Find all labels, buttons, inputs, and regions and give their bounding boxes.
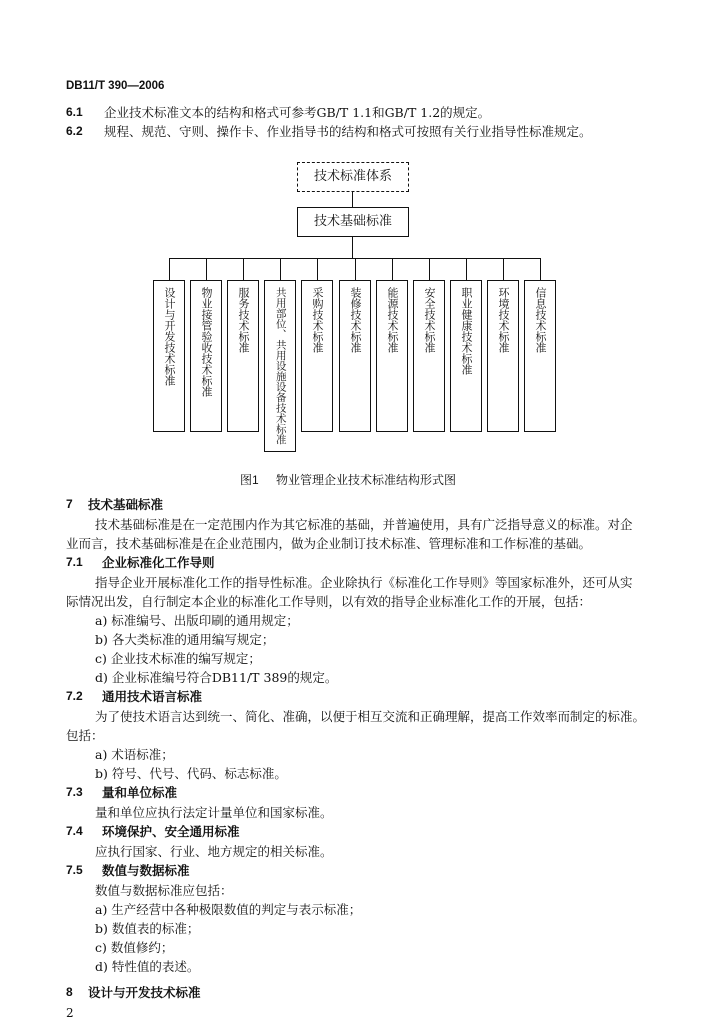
figure-caption-text: 物业管理企业技术标准结构形式图 <box>276 473 457 487</box>
list-item: a) 标准编号、出版印刷的通用规定； <box>95 613 299 628</box>
clause-title: 数值与数据标准 <box>102 863 190 878</box>
clause-title: 量和单位标准 <box>102 785 178 800</box>
list-item: c) 数值修约； <box>95 940 174 955</box>
branch-line <box>466 258 467 280</box>
paragraph-line: 应执行国家、行业、地方规定的相关标准。 <box>95 844 333 859</box>
leaf-label: 共用部位、共用设施设备技术标准 <box>274 287 287 445</box>
section-title: 技术基础标准 <box>88 497 164 512</box>
paragraph-line: 际情况出发，自行制定本企业的标准化工作导则，以有效的指导企业标准化工作的开展，包括： <box>66 594 592 609</box>
leaf-label: 服务技术标准 <box>237 287 250 353</box>
list-item: b) 数值表的标准； <box>95 921 200 936</box>
list-item: d) 企业标准编号符合DB11/T 389的规定。 <box>95 670 338 685</box>
connector-line <box>352 237 353 259</box>
leaf-label: 环境技术标准 <box>497 287 510 353</box>
paragraph-line: 业而言，技术基础标准是在企业范围内，做为企业制订技术标准、管理标准和工作标准的基础。 <box>66 536 592 551</box>
diagram-leaf-box <box>376 280 408 432</box>
clause-text: 规程、规范、守则、操作卡、作业指导书的结构和格式可按照有关行业指导性标准规定。 <box>104 124 592 139</box>
paragraph-line: 量和单位应执行法定计量单位和国家标准。 <box>95 805 333 820</box>
diagram-top-box: 技术标准体系 <box>297 162 409 192</box>
page-number: 2 <box>66 1006 74 1020</box>
branch-line <box>243 258 244 280</box>
section-number: 7 <box>66 497 73 511</box>
paragraph-line: 数值与数据标准应包括： <box>95 883 233 898</box>
clause-number: 7.5 <box>66 863 83 877</box>
diagram-leaf-box <box>190 280 222 432</box>
document-id: DB11/T 390—2006 <box>66 80 165 92</box>
diagram-leaf-box <box>153 280 185 432</box>
paragraph-line: 为了使技术语言达到统一、简化、准确，以便于相互交流和正确理解，提高工作效率而制定的标准。 <box>95 709 646 724</box>
list-item: a) 生产经营中各种极限数值的判定与表示标准； <box>95 902 362 917</box>
section-title: 设计与开发技术标准 <box>88 985 201 1000</box>
connector-line <box>352 192 353 207</box>
diagram-base-box: 技术基础标准 <box>297 207 409 237</box>
paragraph-line: 指导企业开展标准化工作的指导性标准。企业除执行《标准化工作导则》等国家标准外，还可从实 <box>95 575 633 590</box>
leaf-label: 信息技术标准 <box>534 287 547 353</box>
paragraph-line: 包括： <box>66 728 104 743</box>
leaf-label: 职业健康技术标准 <box>460 287 473 375</box>
list-item: d) 特性值的表述。 <box>95 959 200 974</box>
clause-title: 通用技术语言标准 <box>102 689 203 704</box>
branch-line <box>206 258 207 280</box>
clause-number: 7.3 <box>66 785 83 799</box>
branch-line <box>317 258 318 280</box>
diagram-leaf-box <box>264 280 296 452</box>
branch-line <box>280 258 281 280</box>
diagram-leaf-box <box>487 280 519 432</box>
section-number: 8 <box>66 985 73 999</box>
diagram-leaf-box <box>450 280 482 432</box>
leaf-label: 能源技术标准 <box>386 287 399 353</box>
clause-text: 企业技术标准文本的结构和格式可参考GB/T 1.1和GB/T 1.2的规定。 <box>104 105 491 120</box>
leaf-label: 装修技术标准 <box>349 287 362 353</box>
leaf-label: 设计与开发技术标准 <box>163 287 176 386</box>
diagram-leaf-box <box>524 280 556 432</box>
diagram-leaf-box <box>339 280 371 432</box>
clause-number: 7.2 <box>66 689 83 703</box>
list-item: b) 各大类标准的通用编写规定； <box>95 632 275 647</box>
clause-title: 企业标准化工作导则 <box>102 555 215 570</box>
paragraph-line: 技术基础标准是在一定范围内作为其它标准的基础，并普遍使用，具有广泛指导意义的标准。对企 <box>95 517 633 532</box>
list-item: c) 企业技术标准的编写规定； <box>95 651 261 666</box>
branch-line <box>540 258 541 280</box>
figure-caption-number: 图1 <box>240 473 259 487</box>
leaf-label: 物业接管验收技术标准 <box>200 287 213 397</box>
branch-line <box>169 258 170 280</box>
clause-title: 环境保护、安全通用标准 <box>102 824 240 839</box>
diagram-leaf-box <box>227 280 259 432</box>
clause-number: 7.1 <box>66 555 83 569</box>
clause-number: 7.4 <box>66 824 83 838</box>
list-item: a) 术语标准； <box>95 747 174 762</box>
diagram-leaf-box <box>413 280 445 432</box>
branch-line <box>392 258 393 280</box>
clause-number: 6.1 <box>66 105 83 119</box>
list-item: b) 符号、代号、代码、标志标准。 <box>95 766 287 781</box>
clause-number: 6.2 <box>66 124 83 138</box>
branch-line <box>355 258 356 280</box>
leaf-label: 安全技术标准 <box>423 287 436 353</box>
branch-line <box>429 258 430 280</box>
branch-line <box>503 258 504 280</box>
leaf-label: 采购技术标准 <box>311 287 324 353</box>
diagram-leaf-box <box>301 280 333 432</box>
